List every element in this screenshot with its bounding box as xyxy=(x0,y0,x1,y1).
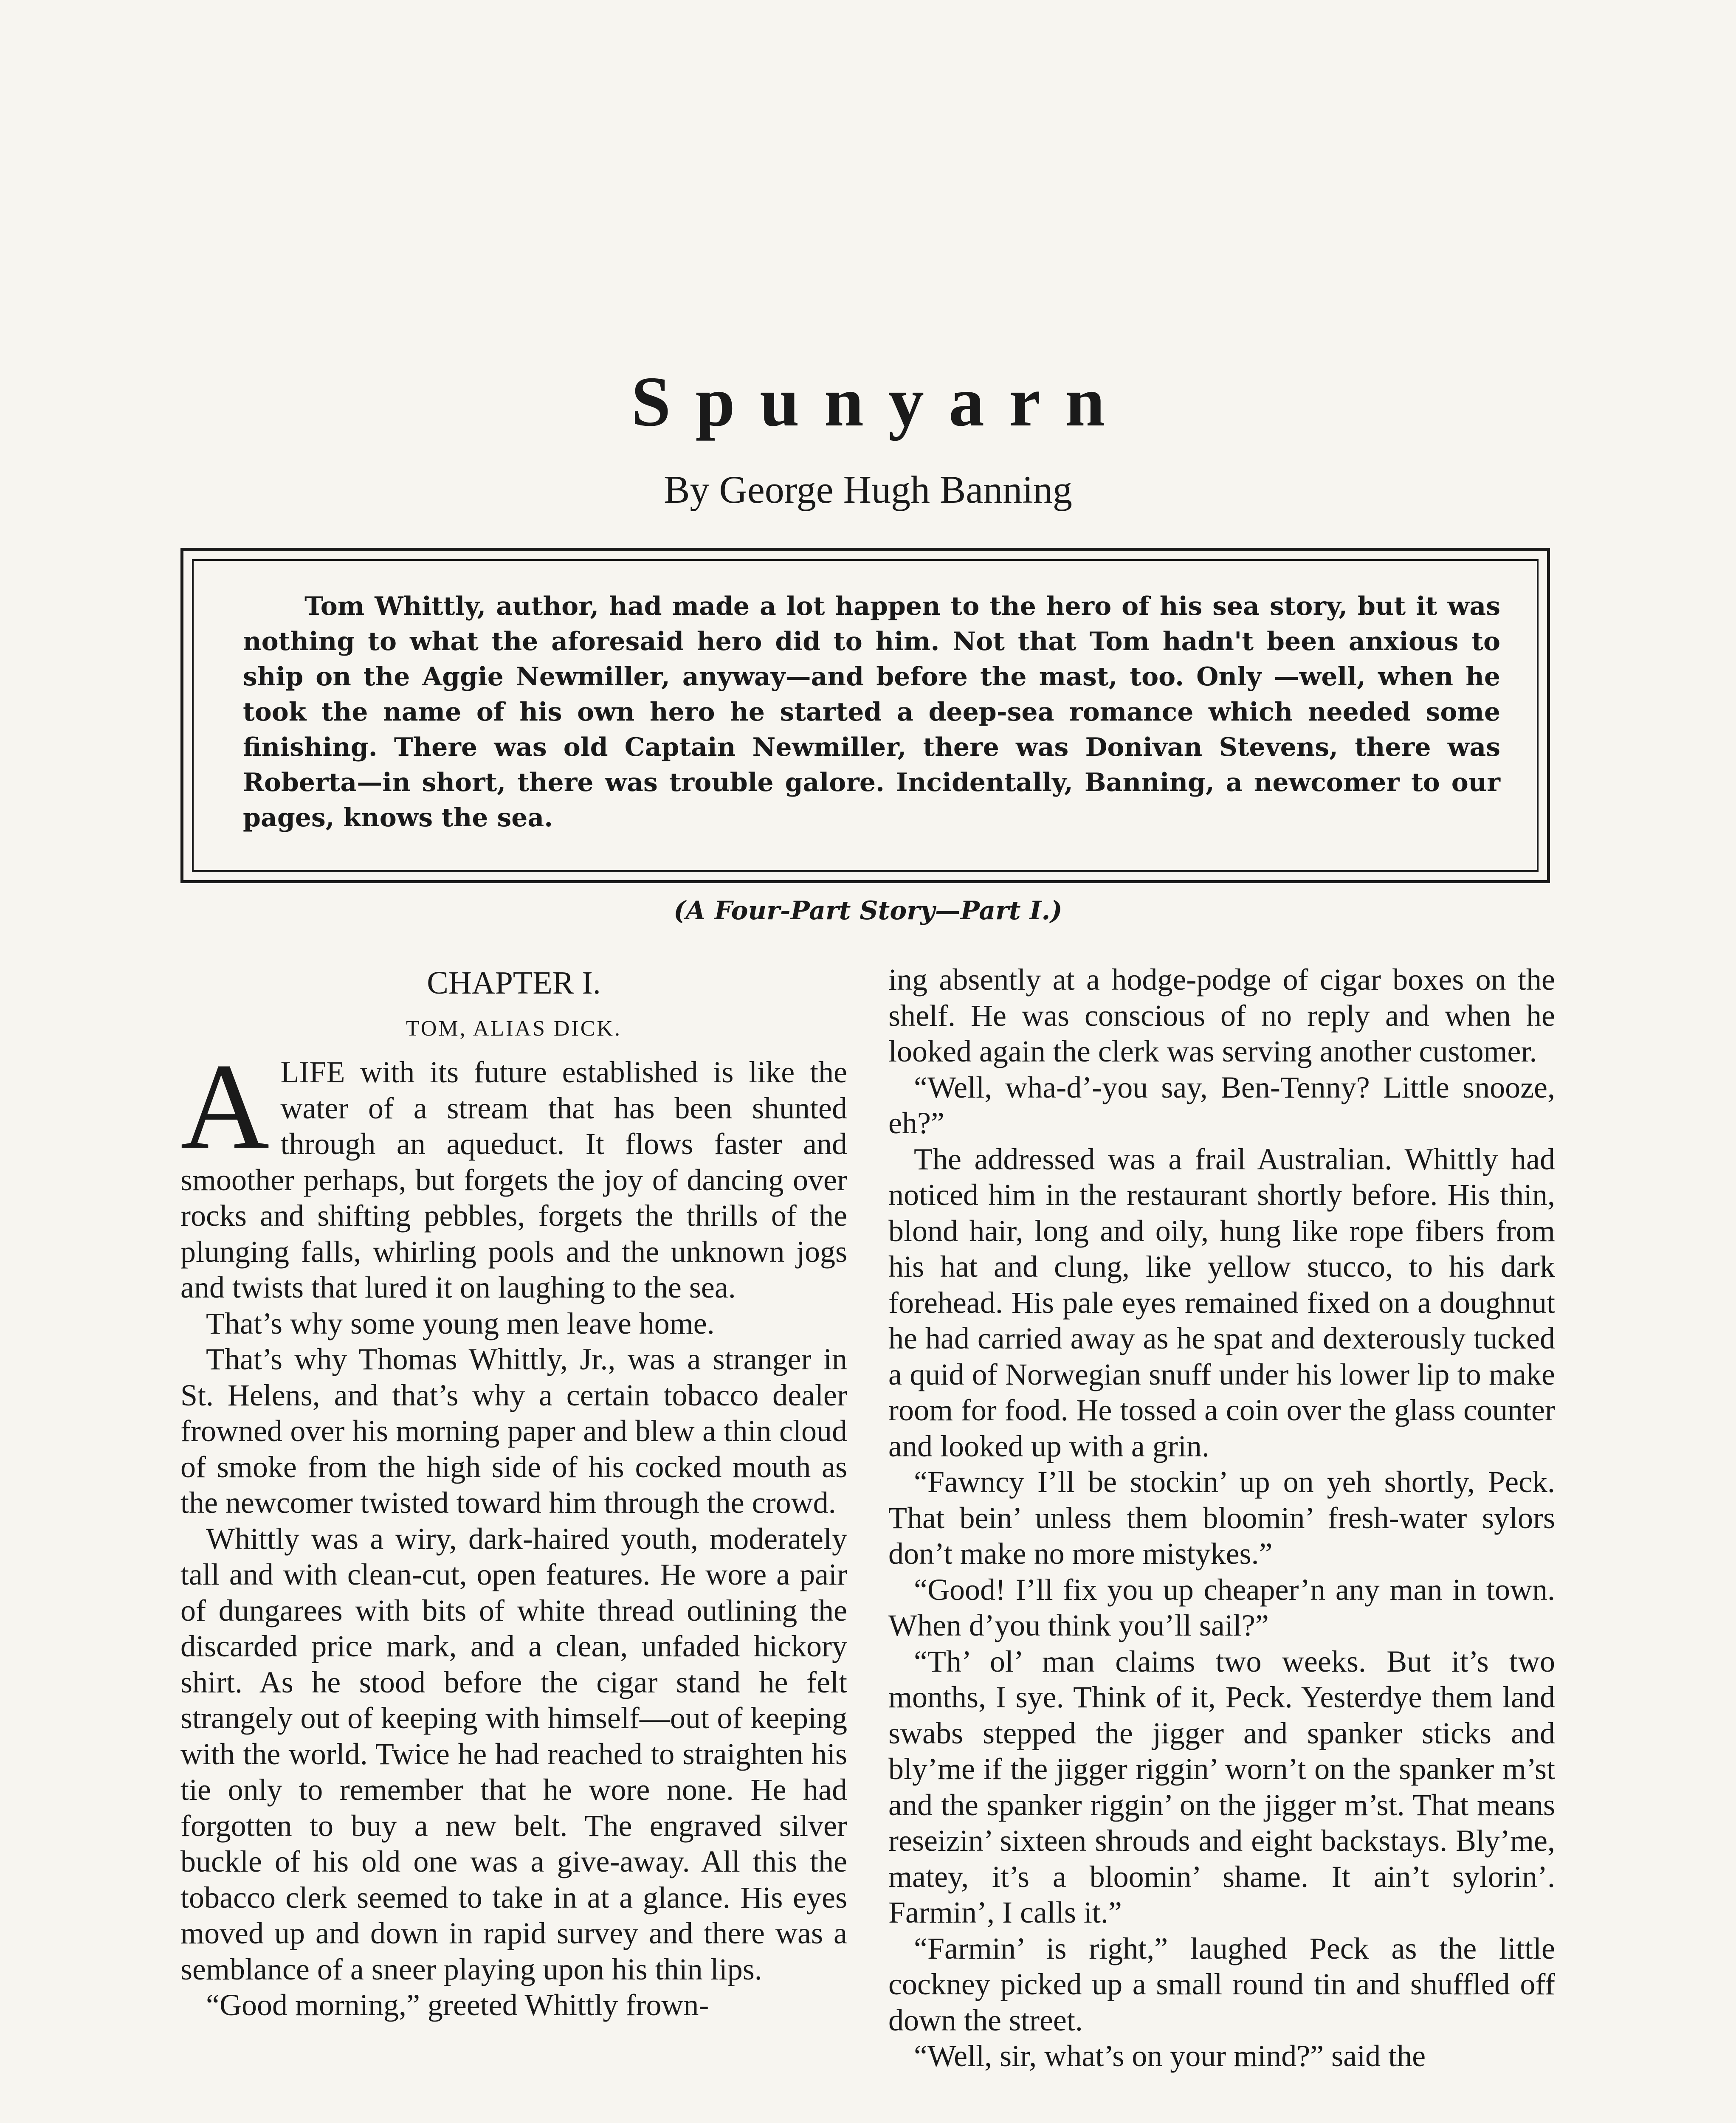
paragraph: “Well, wha-d’-you say, Ben-Tenny? Little snooze, eh?” xyxy=(888,1070,1555,1140)
chapter-subheading: TOM, ALIAS DICK. xyxy=(406,1016,622,1041)
paragraph: “Farmin’ is right,” laughed Peck as the little cockney picked up a small round tin and shuffled off down the street. xyxy=(888,1931,1555,2037)
paragraph: “Good morning,” greeted Whittly frown- xyxy=(206,1988,709,2022)
synopsis-text: Tom Whittly, author, had made a lot happen to the hero of his sea story, but it was nothing to what the aforesaid hero did to him. Not that Tom hadn't been anxious to ship on the Aggie Newmiller, anyway—and before the mast, too. Only —well, when he took the name of his own hero he started a deep-sea romance which needed some finishing. There was old Captain Newmiller, there was Donivan Stevens, there was Roberta—in short, there was trouble galore. Incidentally, Banning, a newcomer to our pages, knows the sea. xyxy=(243,591,1500,833)
chapter-heading: CHAPTER I. xyxy=(427,965,601,1001)
opening-paragraph-text: LIFE with its future established is like the water of a stream that has been shunted through an aqueduct. It flows faster and smoother perhaps, but forgets the joy of dancing over rocks and shifting pebbles, forgets the thrills of the plunging falls, whirling pools and the unknown jogs and twists that lured it on laughing to the sea. xyxy=(180,1055,847,1304)
paragraph: “Fawncy I’ll be stockin’ up on yeh shortly, Peck. That bein’ unless them bloomin’ fresh-water sylors don’t make no more mistykes.” xyxy=(888,1465,1555,1571)
paragraph: The addressed was a frail Australian. Whittly had noticed him in the restaurant shortly before. His thin, blond hair, long and oily, hung like rope fibers from his hat and clung, like yellow stucco, to his dark forehead. His pale eyes remained fixed on a doughnut he had carried away as he spat and dexterously tucked a quid of Norwegian snuff under his lower lip to make room for food. He tossed a coin over the glass counter and looked up with a grin. xyxy=(888,1142,1555,1463)
synopsis-box xyxy=(180,548,1550,883)
paragraph: That’s why some young men leave home. xyxy=(206,1306,715,1340)
story-title: Spunyarn xyxy=(631,362,1130,441)
byline: By George Hugh Banning xyxy=(664,468,1072,511)
right-column xyxy=(888,962,1555,2074)
paragraph: “Good! I’ll fix you up cheaper’n any man in town. When d’you think you’ll sail?” xyxy=(888,1572,1555,1642)
left-column xyxy=(180,962,847,2023)
part-subtitle: (A Four-Part Story—Part I.) xyxy=(674,896,1062,926)
opening-paragraph xyxy=(180,1038,847,1306)
paragraph: That’s why Thomas Whittly, Jr., was a stranger in St. Helens, and that’s why a certain tobacco dealer frowned over his morning paper and blew a thin cloud of smoke from the high side of his cocked mouth as the newcomer twisted toward him through the crowd. xyxy=(180,1342,847,1520)
paragraph: Whittly was a wiry, dark-haired youth, moderately tall and with clean-cut, open features. He wore a pair of dungarees with bits of white thread outlining the discarded price mark, and a clean, unfaded hickory shirt. As he stood before the cigar stand he felt strangely out of keeping with himself—out of keeping with the world. Twice he had reached to straighten his tie only to remember that he wore none. He had forgotten to buy a new belt. The engraved silver buckle of his old one was a give-away. All this the tobacco clerk seemed to take in at a glance. His eyes moved up and down in rapid survey and there was a semblance of a sneer playing upon his thin lips. xyxy=(180,1521,847,1986)
paragraph-continued: ing absently at a hodge-podge of cigar boxes on the shelf. He was conscious of no reply and when he looked again the clerk was serving another customer. xyxy=(888,963,1555,1068)
drop-cap: A xyxy=(180,1038,270,1174)
paragraph: “Well, sir, what’s on your mind?” said the xyxy=(914,2039,1426,2073)
paragraph: “Th’ ol’ man claims two weeks. But it’s two months, I sye. Think of it, Peck. Yesterdye them land swabs stepped the jigger and spanker sticks and bly’me if the jigger riggin’ worn’t on the spanker m’st and the spanker riggin’ on the jigger m’st. That means reseizin’ sixteen shrouds and eight backstays. Bly’me, matey, it’s a bloomin’ shame. It ain’t sylorin’. Farmin’, I calls it.” xyxy=(888,1644,1555,1929)
